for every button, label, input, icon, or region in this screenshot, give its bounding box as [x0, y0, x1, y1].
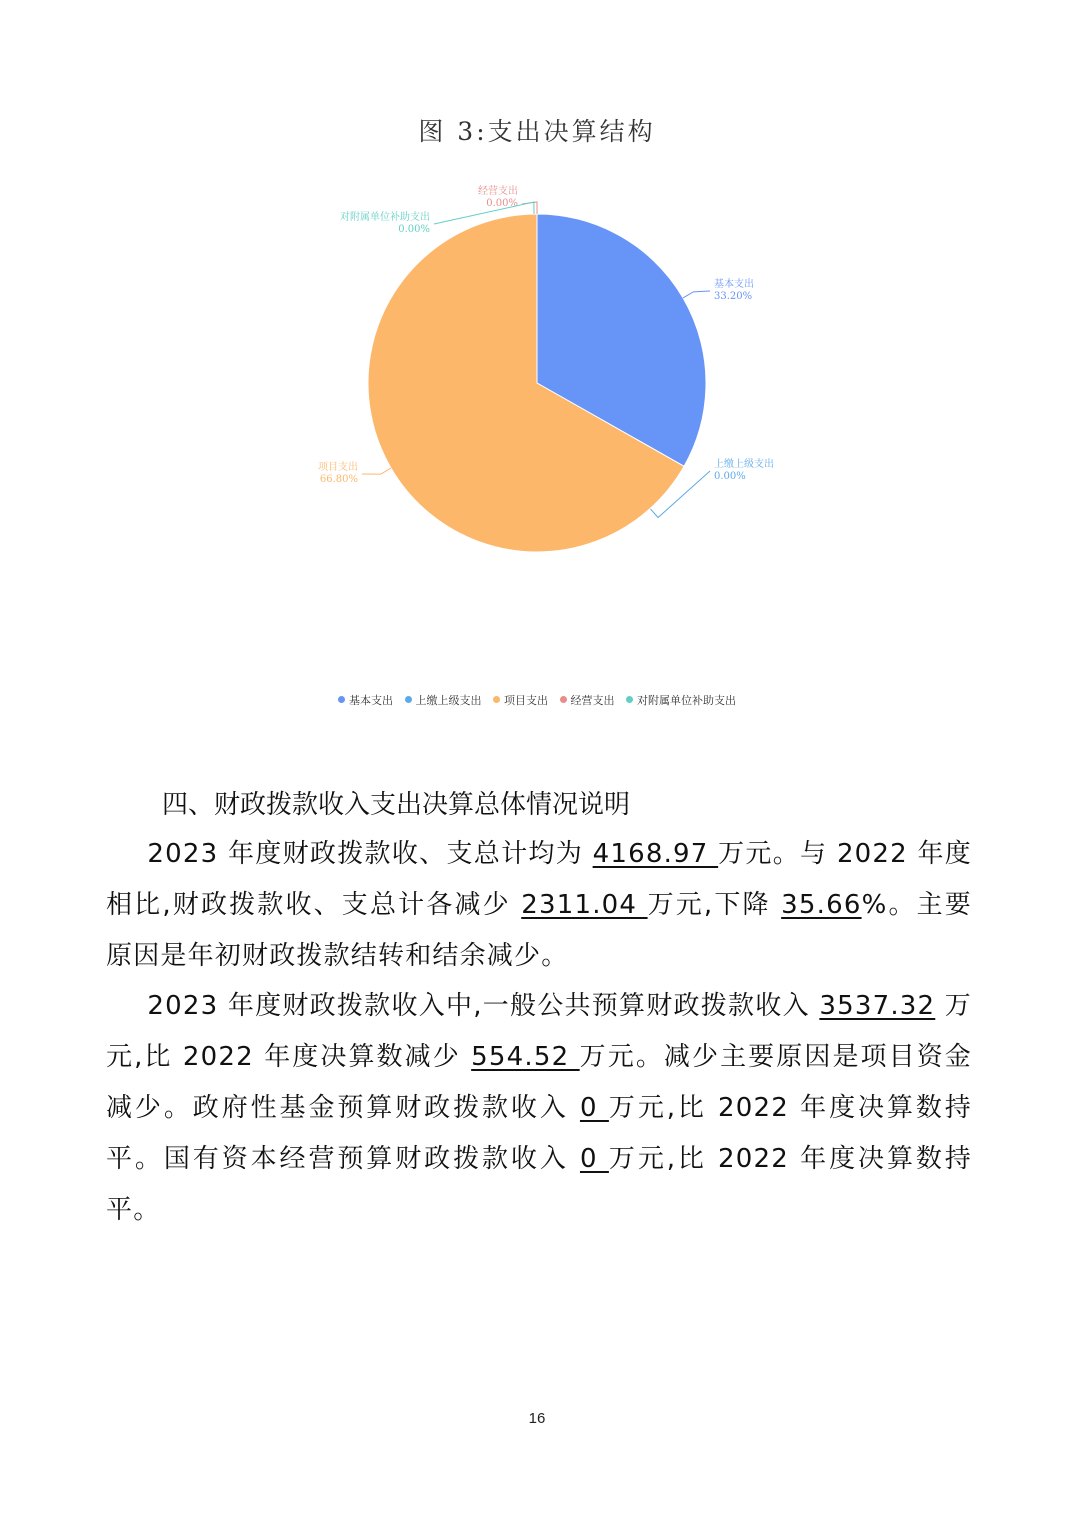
value-percent: 35.66 [781, 890, 862, 920]
figure-title: 图 3:支出决算结构 [418, 117, 656, 146]
legend-dot [338, 696, 345, 703]
text: 万元,比 2022 年度决算数持平。 [106, 1144, 972, 1225]
text: 万元,比 2022 年度决算数持平。国有资本经营预算财政拨款收入 [106, 1093, 972, 1174]
text: %。主要原因是年初财政拨款结转和结余减少。 [106, 890, 972, 971]
pie-chart [0, 170, 1074, 680]
leader-line [683, 291, 710, 298]
slice-value-label: 66.80% [319, 474, 358, 485]
page-number: 16 [528, 1410, 546, 1427]
value-total: 4168.97 [592, 839, 719, 869]
legend-label: 对附属单位补助支出 [637, 694, 736, 707]
legend-item [560, 692, 615, 708]
value-decrease: 554.52 [471, 1042, 580, 1072]
slice-value-label: 0.00% [714, 471, 746, 482]
legend-label: 基本支出 [349, 694, 393, 707]
legend-dot [405, 696, 412, 703]
paragraph-1 [106, 829, 972, 982]
paragraph-2 [106, 981, 972, 1236]
text: 万元,下降 [647, 890, 782, 920]
slice-value-label: 0.00% [398, 224, 430, 235]
value-general-budget: 3537.32 [819, 991, 936, 1021]
slice-name-label: 项目支出 [318, 462, 358, 473]
legend-dot [493, 696, 500, 703]
legend-item [338, 692, 393, 708]
slice-name-label: 经营支出 [478, 186, 518, 197]
text: 2023 年度财政拨款收入中,一般公共预算财政拨款收入 [147, 991, 820, 1021]
legend-dot [560, 696, 567, 703]
leader-line [362, 468, 391, 474]
text: 万元。减少主要原因是项目资金减少。政府性基金预算财政拨款收入 [106, 1042, 972, 1123]
text: 万元。与 2022 年度相比,财政拨款收、支总计各减少 [106, 839, 972, 920]
slice-name-label: 对附属单位补助支出 [340, 212, 430, 223]
text: 2023 年度财政拨款收、支总计均为 [147, 839, 593, 869]
legend-label: 项目支出 [504, 694, 548, 707]
legend-label: 上缴上级支出 [415, 694, 482, 707]
slice-value-label: 33.20% [714, 291, 753, 302]
legend-label: 经营支出 [570, 694, 615, 707]
value-fund-budget: 0 [579, 1093, 609, 1123]
value-capital-budget: 0 [579, 1144, 609, 1174]
legend-item [405, 692, 482, 708]
slice-name-label: 上缴上级支出 [714, 459, 774, 470]
value-decrease: 2311.04 [521, 890, 648, 920]
text: 万元,比 2022 年度决算数减少 [106, 991, 973, 1072]
slice-value-label: 0.00% [486, 198, 518, 209]
legend-item [626, 692, 736, 708]
slice-name-label: 基本支出 [714, 279, 754, 290]
section-heading: 四、财政拨款收入支出决算总体情况说明 [162, 790, 631, 820]
chart-legend [0, 692, 1074, 708]
legend-dot [626, 696, 633, 703]
legend-item [493, 692, 548, 708]
